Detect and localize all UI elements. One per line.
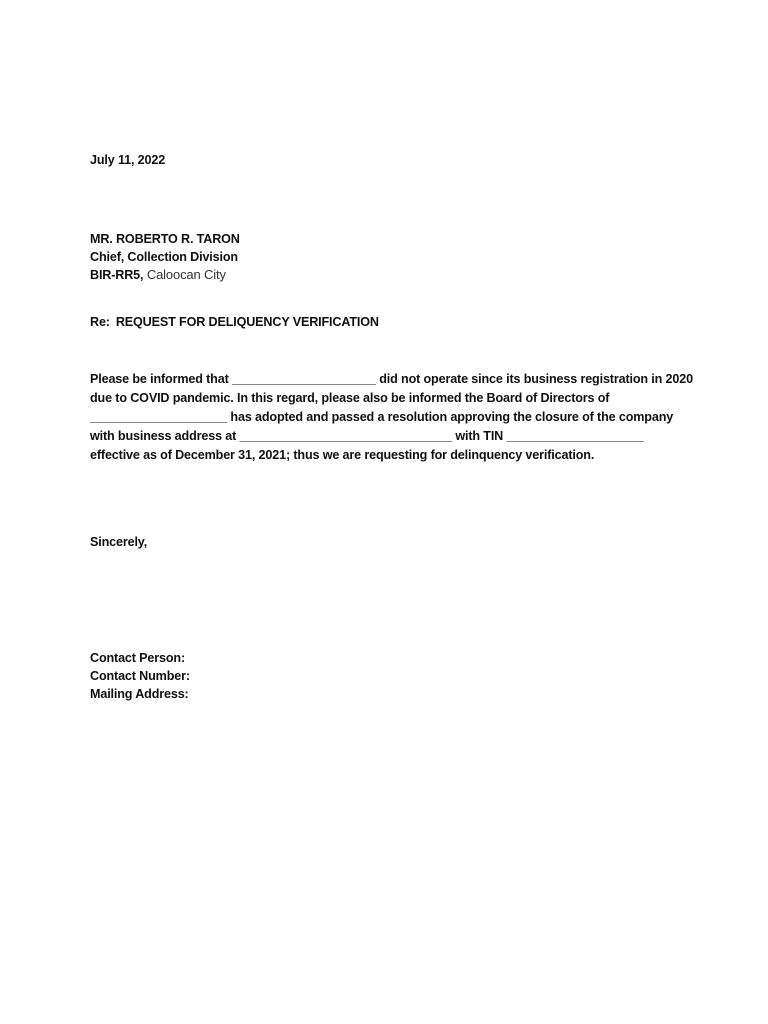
closing: Sincerely,: [90, 535, 148, 549]
subject-prefix: Re:: [90, 315, 110, 329]
recipient-office-code: BIR-RR5,: [90, 268, 144, 282]
subject-line: [90, 313, 379, 331]
recipient-position: Chief, Collection Division: [90, 250, 238, 264]
recipient-name: MR. ROBERTO R. TARON: [90, 232, 240, 246]
body-line-5: effective as of December 31, 2021; thus we are requesting for delinquency verification.: [90, 448, 595, 462]
body-line-4: with business address at _______________________________ with TIN ____________________: [90, 429, 644, 443]
recipient-office: [90, 266, 226, 284]
subject-title: REQUEST FOR DELIQUENCY VERIFICATION: [115, 315, 379, 329]
body-line-3: ____________________ has adopted and passed a resolution approving the closure of the company: [90, 410, 674, 424]
contact-person-label: Contact Person:: [90, 651, 186, 665]
mailing-address-label: Mailing Address:: [90, 687, 189, 701]
recipient-city: Caloocan City: [143, 267, 226, 282]
letter-date: July 11, 2022: [90, 153, 166, 167]
contact-number-label: Contact Number:: [90, 669, 190, 683]
body-line-2: due to COVID pandemic. In this regard, please also be informed the Board of Directors of: [90, 391, 610, 405]
body-line-1: Please be informed that _____________________ did not operate since its business registration in 2020: [90, 372, 693, 386]
